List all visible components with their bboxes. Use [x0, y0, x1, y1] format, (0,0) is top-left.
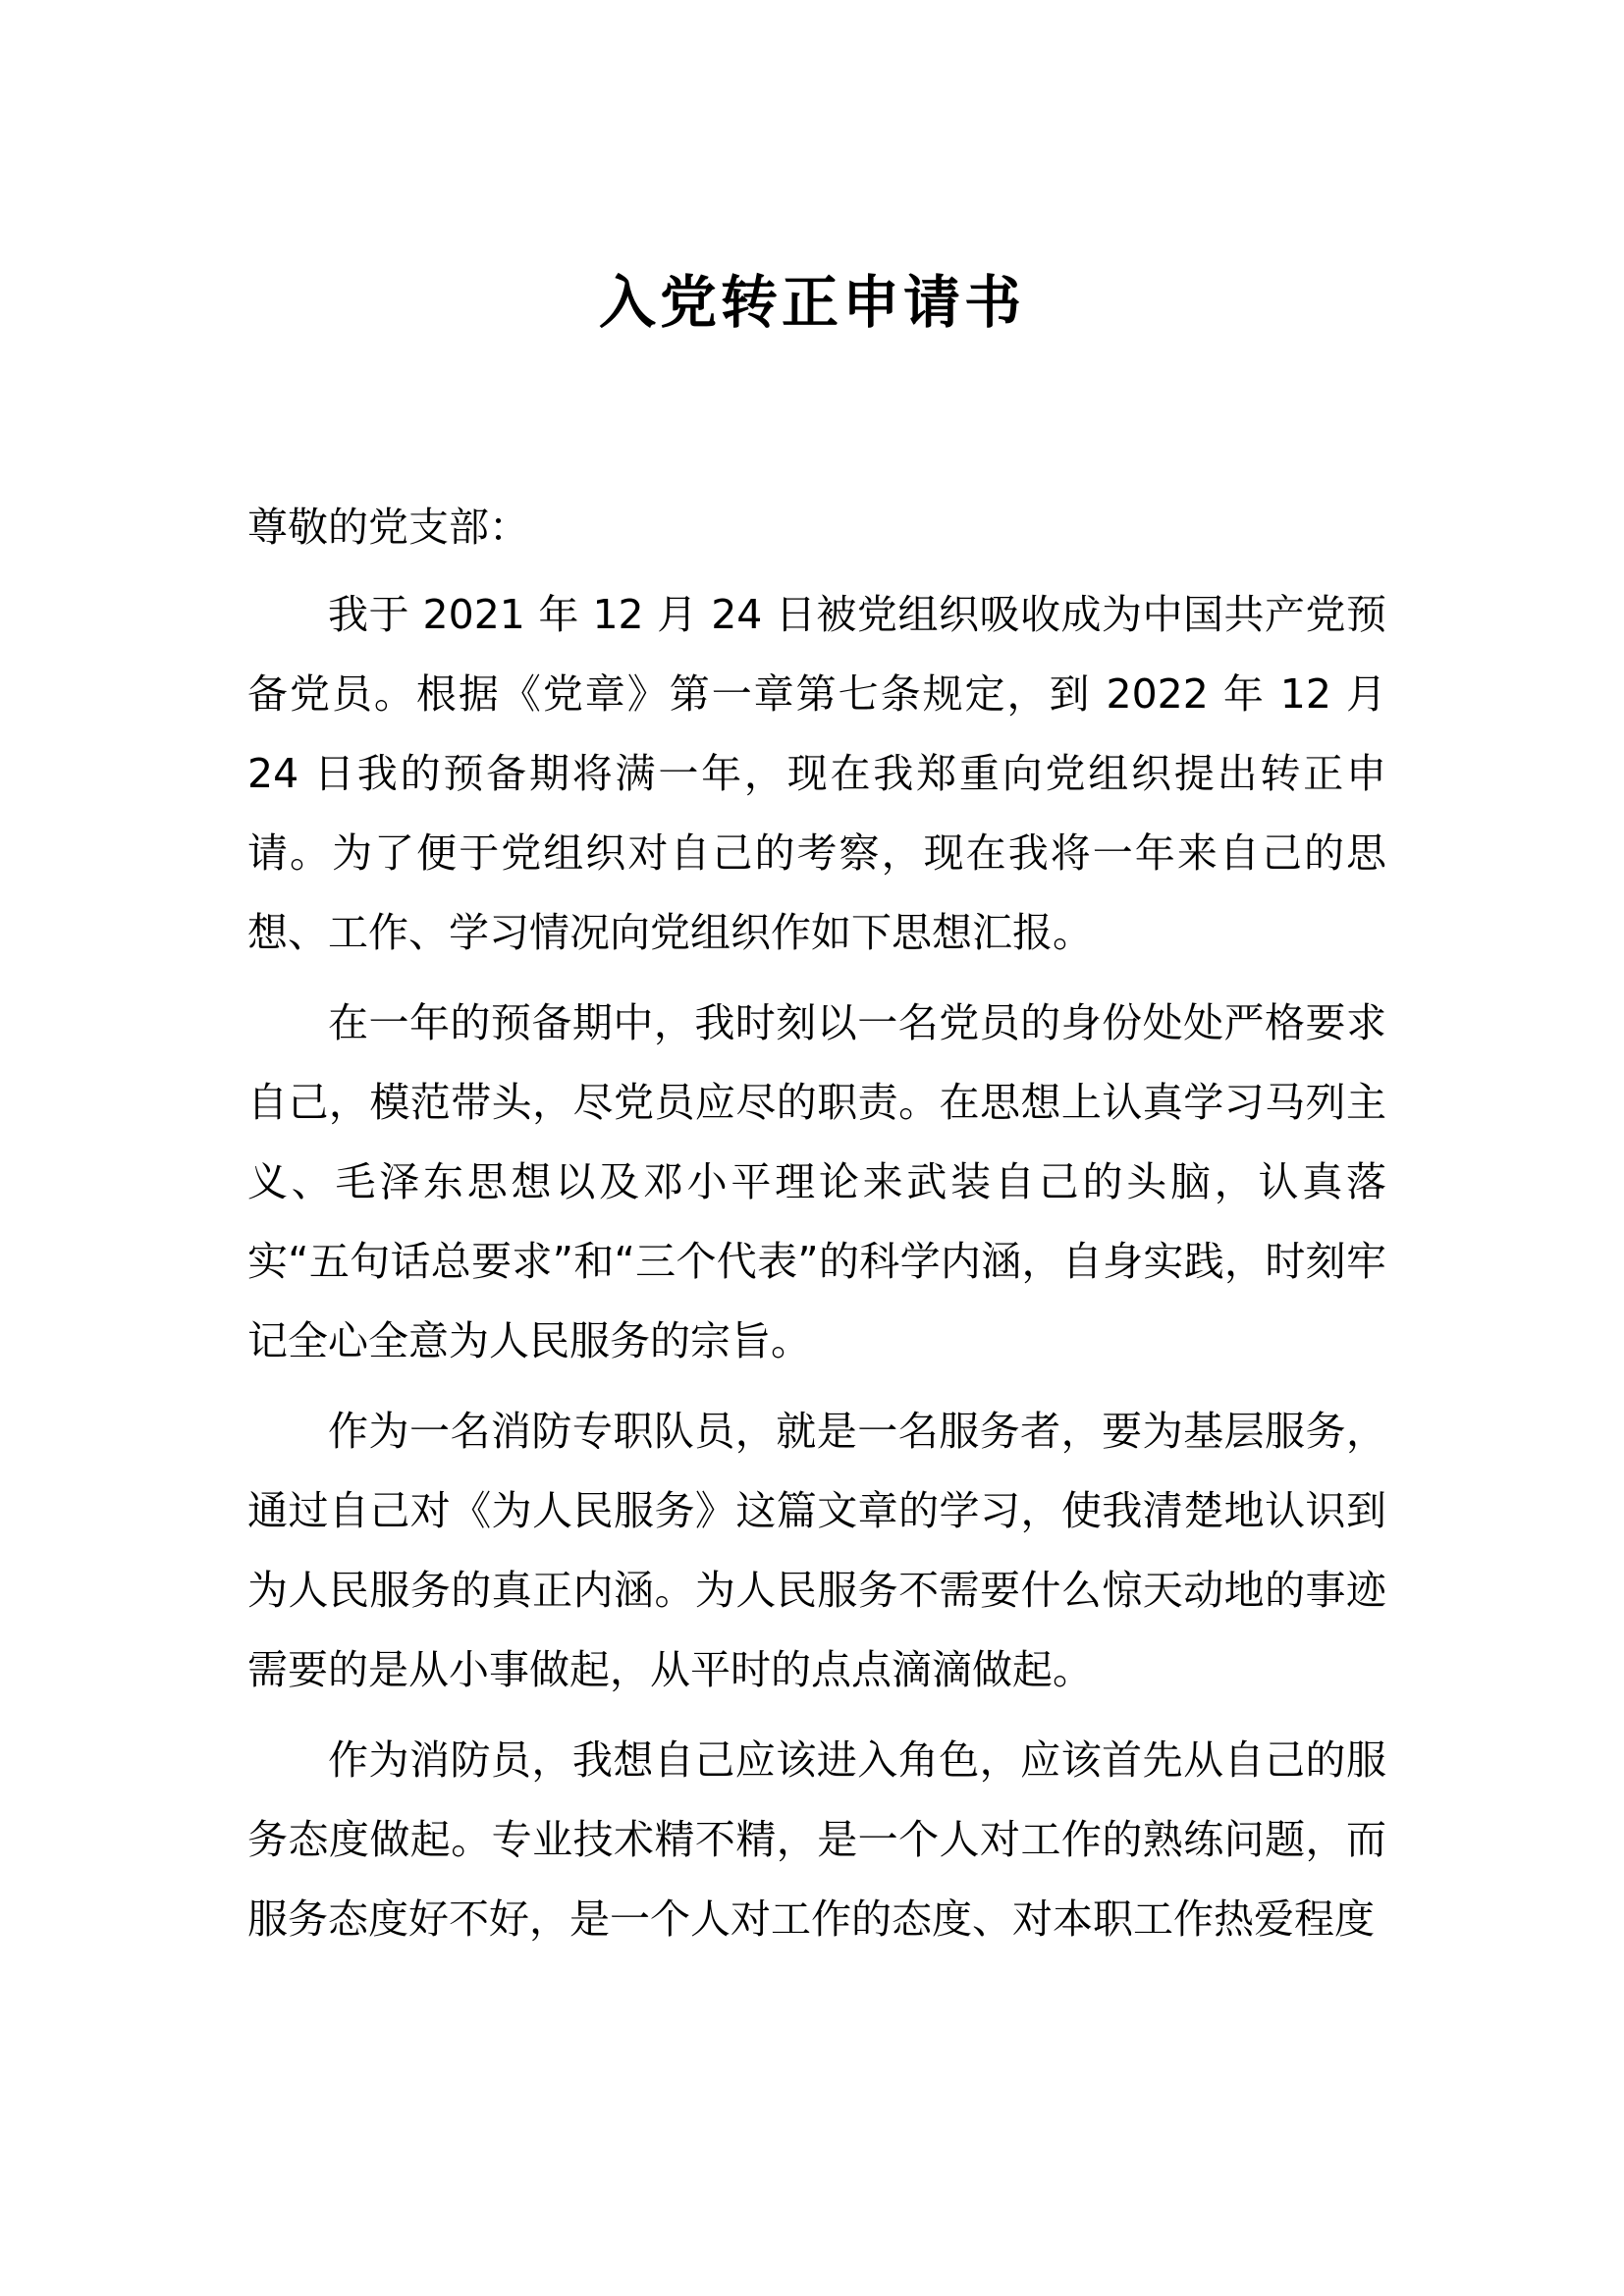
paragraph-2: 在一年的预备期中，我时刻以一名党员的身份处处严格要求自己，模范带头，尽党员应尽的职责。在思想上认真学习马列主义、毛泽东思想以及邓小平理论来武装自己的头脑，认真落实“五句话总要求”和“三个代表”的科学内涵，自身实践，时刻牢记全心全意为人民服务的宗旨。: [247, 999, 1386, 1364]
paragraph-3: 作为一名消防专职队员，就是一名服务者，要为基层服务，通过自己对《为人民服务》这篇文章的学习，使我清楚地认识到为人民服务的真正内涵。为人民服务不需要什么惊天动地的事迹需要的是从小事做起，从平时的点点滴滴做起。: [247, 1408, 1386, 1693]
salutation: 尊敬的党支部：: [247, 504, 529, 551]
paragraph-1: 我于 2021 年 12 月 24 日被党组织吸收成为中国共产党预备党员。根据《党章》第一章第七条规定，到 2022 年 12 月 24 日我的预备期将满一年，现在我郑重向党组织提出转正申请。为了便于党组织对自己的考察，现在我将一年来自己的思想、工作、学习情况向党组织作如下思想汇报。: [247, 591, 1386, 956]
document-title: 入党转正申请书: [598, 269, 1025, 336]
paragraph-4: 作为消防员，我想自己应该进入角色，应该首先从自己的服务态度做起。专业技术精不精，是一个人对工作的熟练问题，而服务态度好不好，是一个人对工作的态度、对本职工作热爱程度: [247, 1736, 1386, 1943]
document-body: [247, 488, 1386, 1970]
